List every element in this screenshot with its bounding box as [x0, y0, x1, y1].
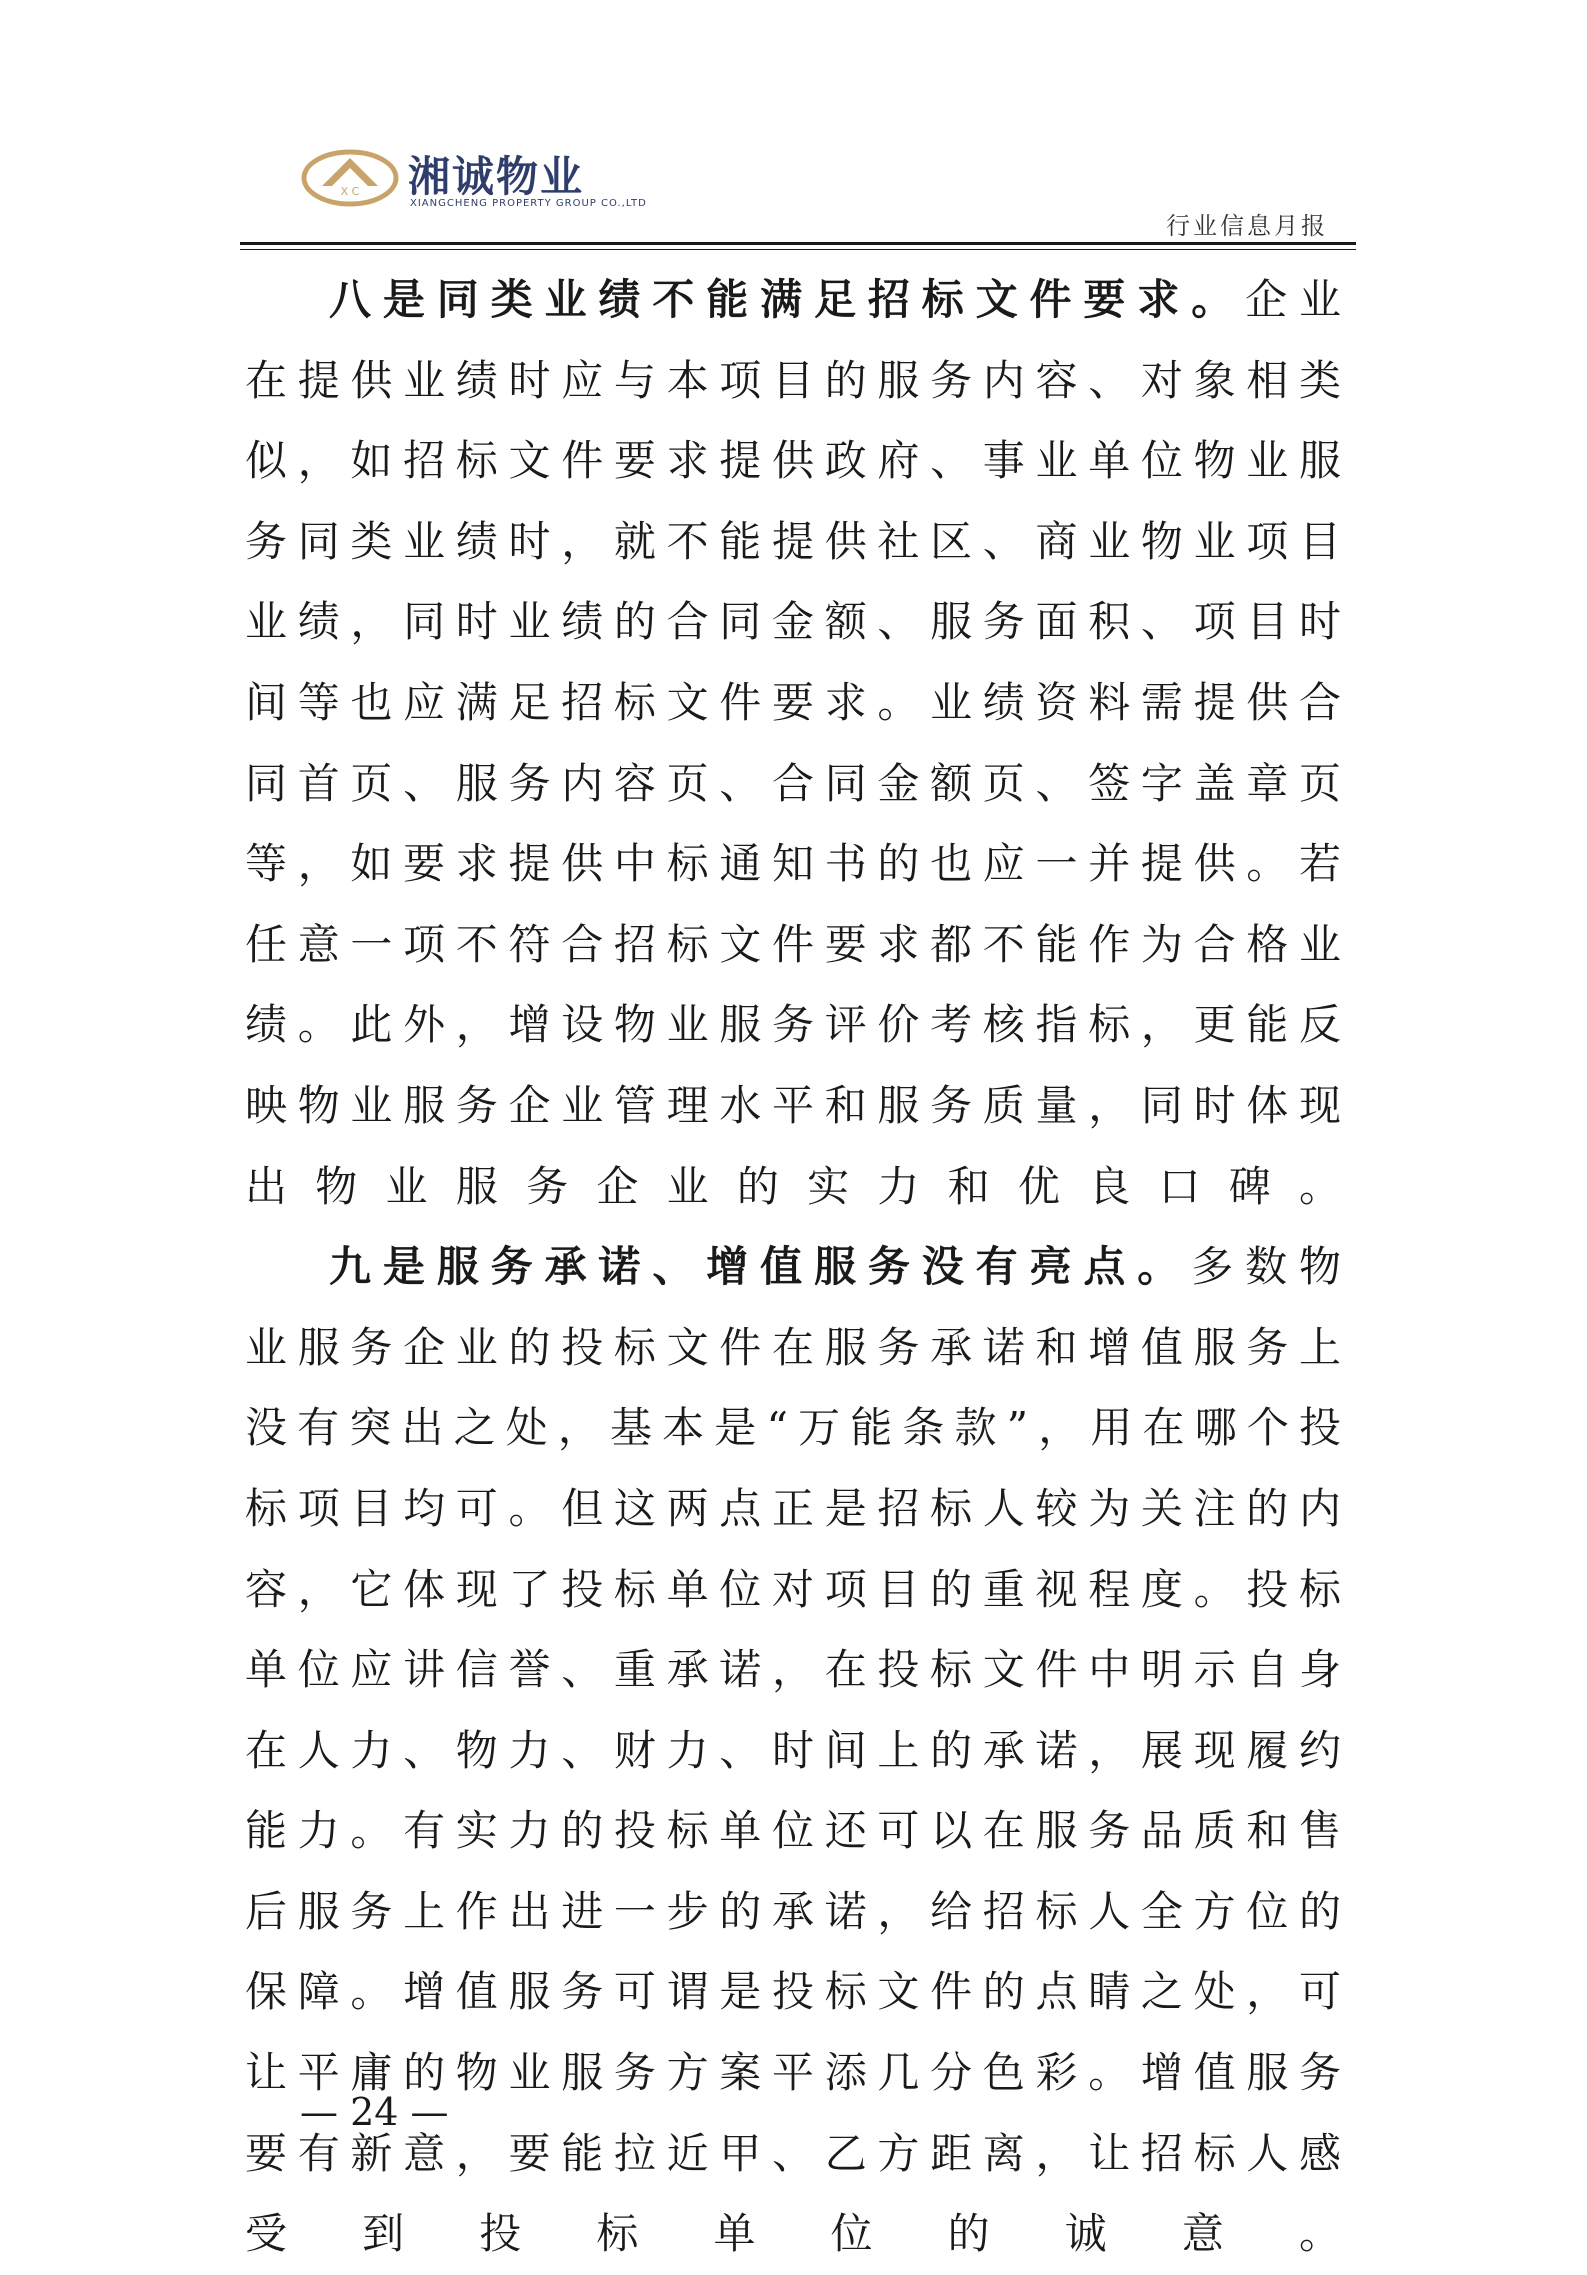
logo-letters: X C [340, 185, 360, 198]
paragraph-9-lead: 九是服务承诺、增值服务没有亮点。 [329, 1242, 1192, 1292]
brand-name: 湘诚物业 [408, 152, 585, 201]
page-header [240, 0, 1356, 252]
article-body [245, 260, 1351, 2275]
paragraph-8 [245, 260, 1351, 1227]
paragraph-8-text: 企业在提供业绩时应与本项目的服务内容、对象相类似，如招标文件要求提供政府、事业单位物业服务同类业绩时，就不能提供社区、商业物业项目业绩，同时业绩的合同金额、服务面积、项目时间等也应满足招标文件要求。业绩资料需提供合同首页、服务内容页、合同金额页、签字盖章页等，如要求提供中标通知书的也应一并提供。若任意一项不符合招标文件要求都不能作为合格业绩。此外，增设物业服务评价考核指标，更能反映物业服务企业管理水平和服务质量，同时体现出物业服务企业的实力和优良口碑。 [245, 275, 1351, 1211]
brand-subtitle: XIANGCHENG PROPERTY GROUP CO.,LTD [410, 198, 647, 209]
report-title: 行业信息月报 [1166, 212, 1328, 240]
paragraph-8-lead: 八是同类业绩不能满足招标文件要求。 [329, 275, 1246, 324]
header-rule-thin [240, 249, 1356, 250]
header-rule-thick [240, 242, 1356, 245]
logo-mark-icon [300, 140, 400, 210]
company-logo [300, 140, 840, 220]
paragraph-9-text: 多数物业服务企业的投标文件在服务承诺和增值服务上没有突出之处，基本是“万能条款”，用在哪个投标项目均可。但这两点正是招标人较为关注的内容，它体现了投标单位对项目的重视程度。投标单位应讲信誉、重承诺，在投标文件中明示自身在人力、物力、财力、时间上的承诺，展现履约能力。有实力的投标单位还可以在服务品质和售后服务上作出进一步的承诺，给招标人全方位的保障。增值服务可谓是投标文件的点睛之处，可让平庸的物业服务方案平添几分色彩。增值服务要有新意，要能拉近甲、乙方距离，让招标人感受到投标单位的诚意。 [245, 1242, 1351, 2259]
page-number: — 24 — [300, 2090, 449, 2134]
